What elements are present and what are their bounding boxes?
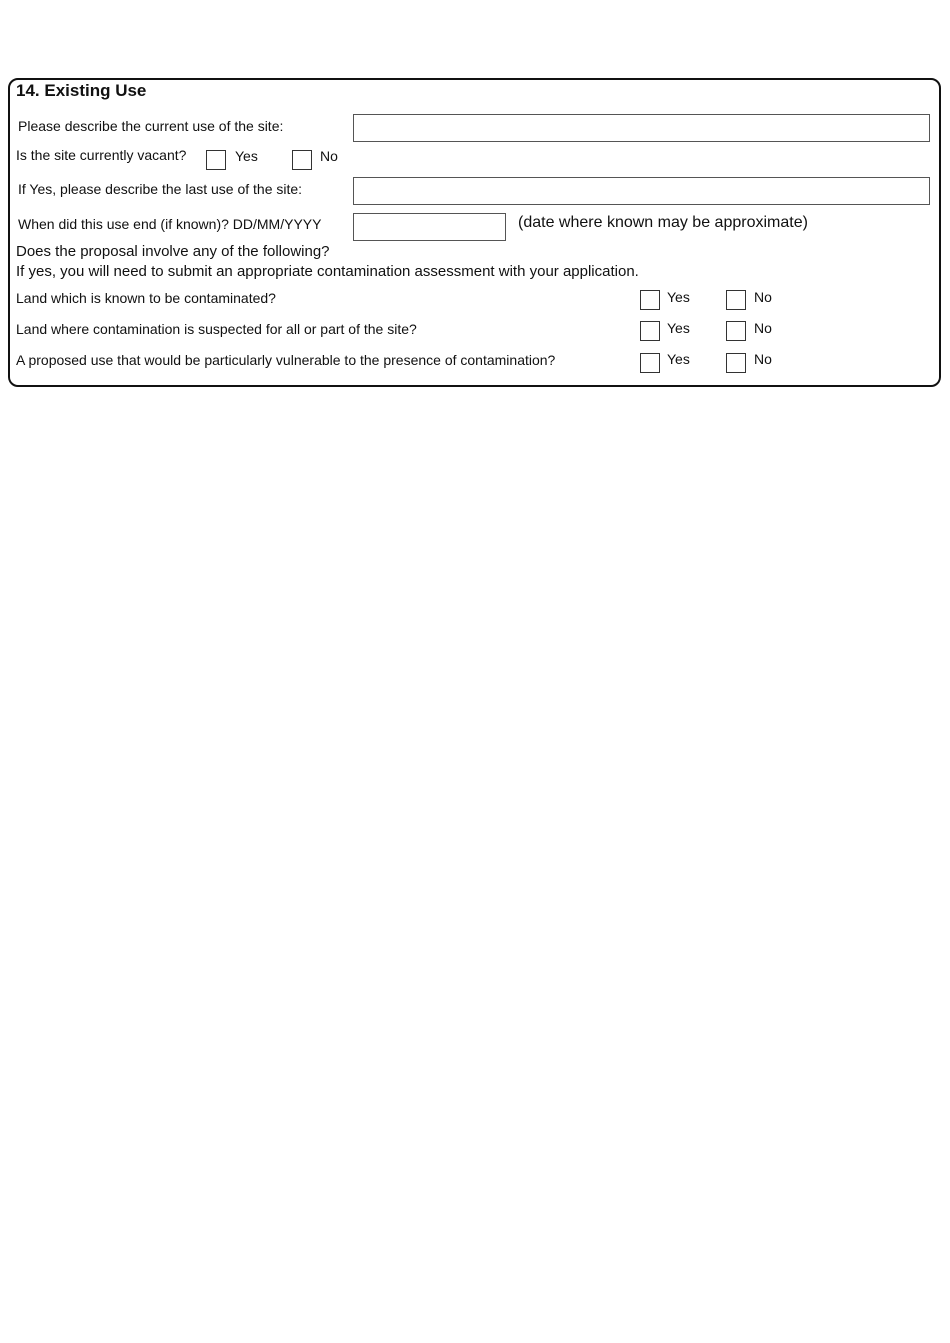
no-checkbox[interactable] [726, 290, 746, 310]
current-use-label: Please describe the current use of the site: [18, 118, 284, 134]
yes-checkbox[interactable] [640, 321, 660, 341]
last-use-input[interactable] [353, 177, 930, 205]
no-label: No [754, 320, 772, 336]
section-title: 14. Existing Use [16, 81, 147, 100]
yes-checkbox[interactable] [640, 290, 660, 310]
proposal-note: If yes, you will need to submit an appropriate contamination assessment with your application. [16, 263, 639, 280]
proposal-question: Does the proposal involve any of the following? [16, 243, 330, 260]
vacant-yes-checkbox[interactable] [206, 150, 226, 170]
current-use-input[interactable] [353, 114, 930, 142]
yes-checkbox[interactable] [640, 353, 660, 373]
question-label: A proposed use that would be particularly vulnerable to the presence of contamination? [16, 352, 556, 368]
no-label: No [754, 289, 772, 305]
no-checkbox[interactable] [726, 321, 746, 341]
yes-label: Yes [667, 289, 690, 305]
no-checkbox[interactable] [726, 353, 746, 373]
vacant-yes-label: Yes [235, 148, 258, 164]
end-date-note: (date where known may be approximate) [518, 214, 808, 231]
last-use-label: If Yes, please describe the last use of the site: [18, 181, 303, 197]
end-date-input[interactable] [353, 213, 506, 241]
yes-label: Yes [667, 320, 690, 336]
question-label: Land which is known to be contaminated? [16, 290, 276, 306]
yes-label: Yes [667, 351, 690, 367]
vacant-no-label: No [320, 148, 338, 164]
no-label: No [754, 351, 772, 367]
question-label: Land where contamination is suspected for all or part of the site? [16, 321, 417, 337]
vacant-label: Is the site currently vacant? [16, 147, 187, 163]
end-date-label: When did this use end (if known)? DD/MM/YYYY [18, 216, 322, 232]
vacant-no-checkbox[interactable] [292, 150, 312, 170]
